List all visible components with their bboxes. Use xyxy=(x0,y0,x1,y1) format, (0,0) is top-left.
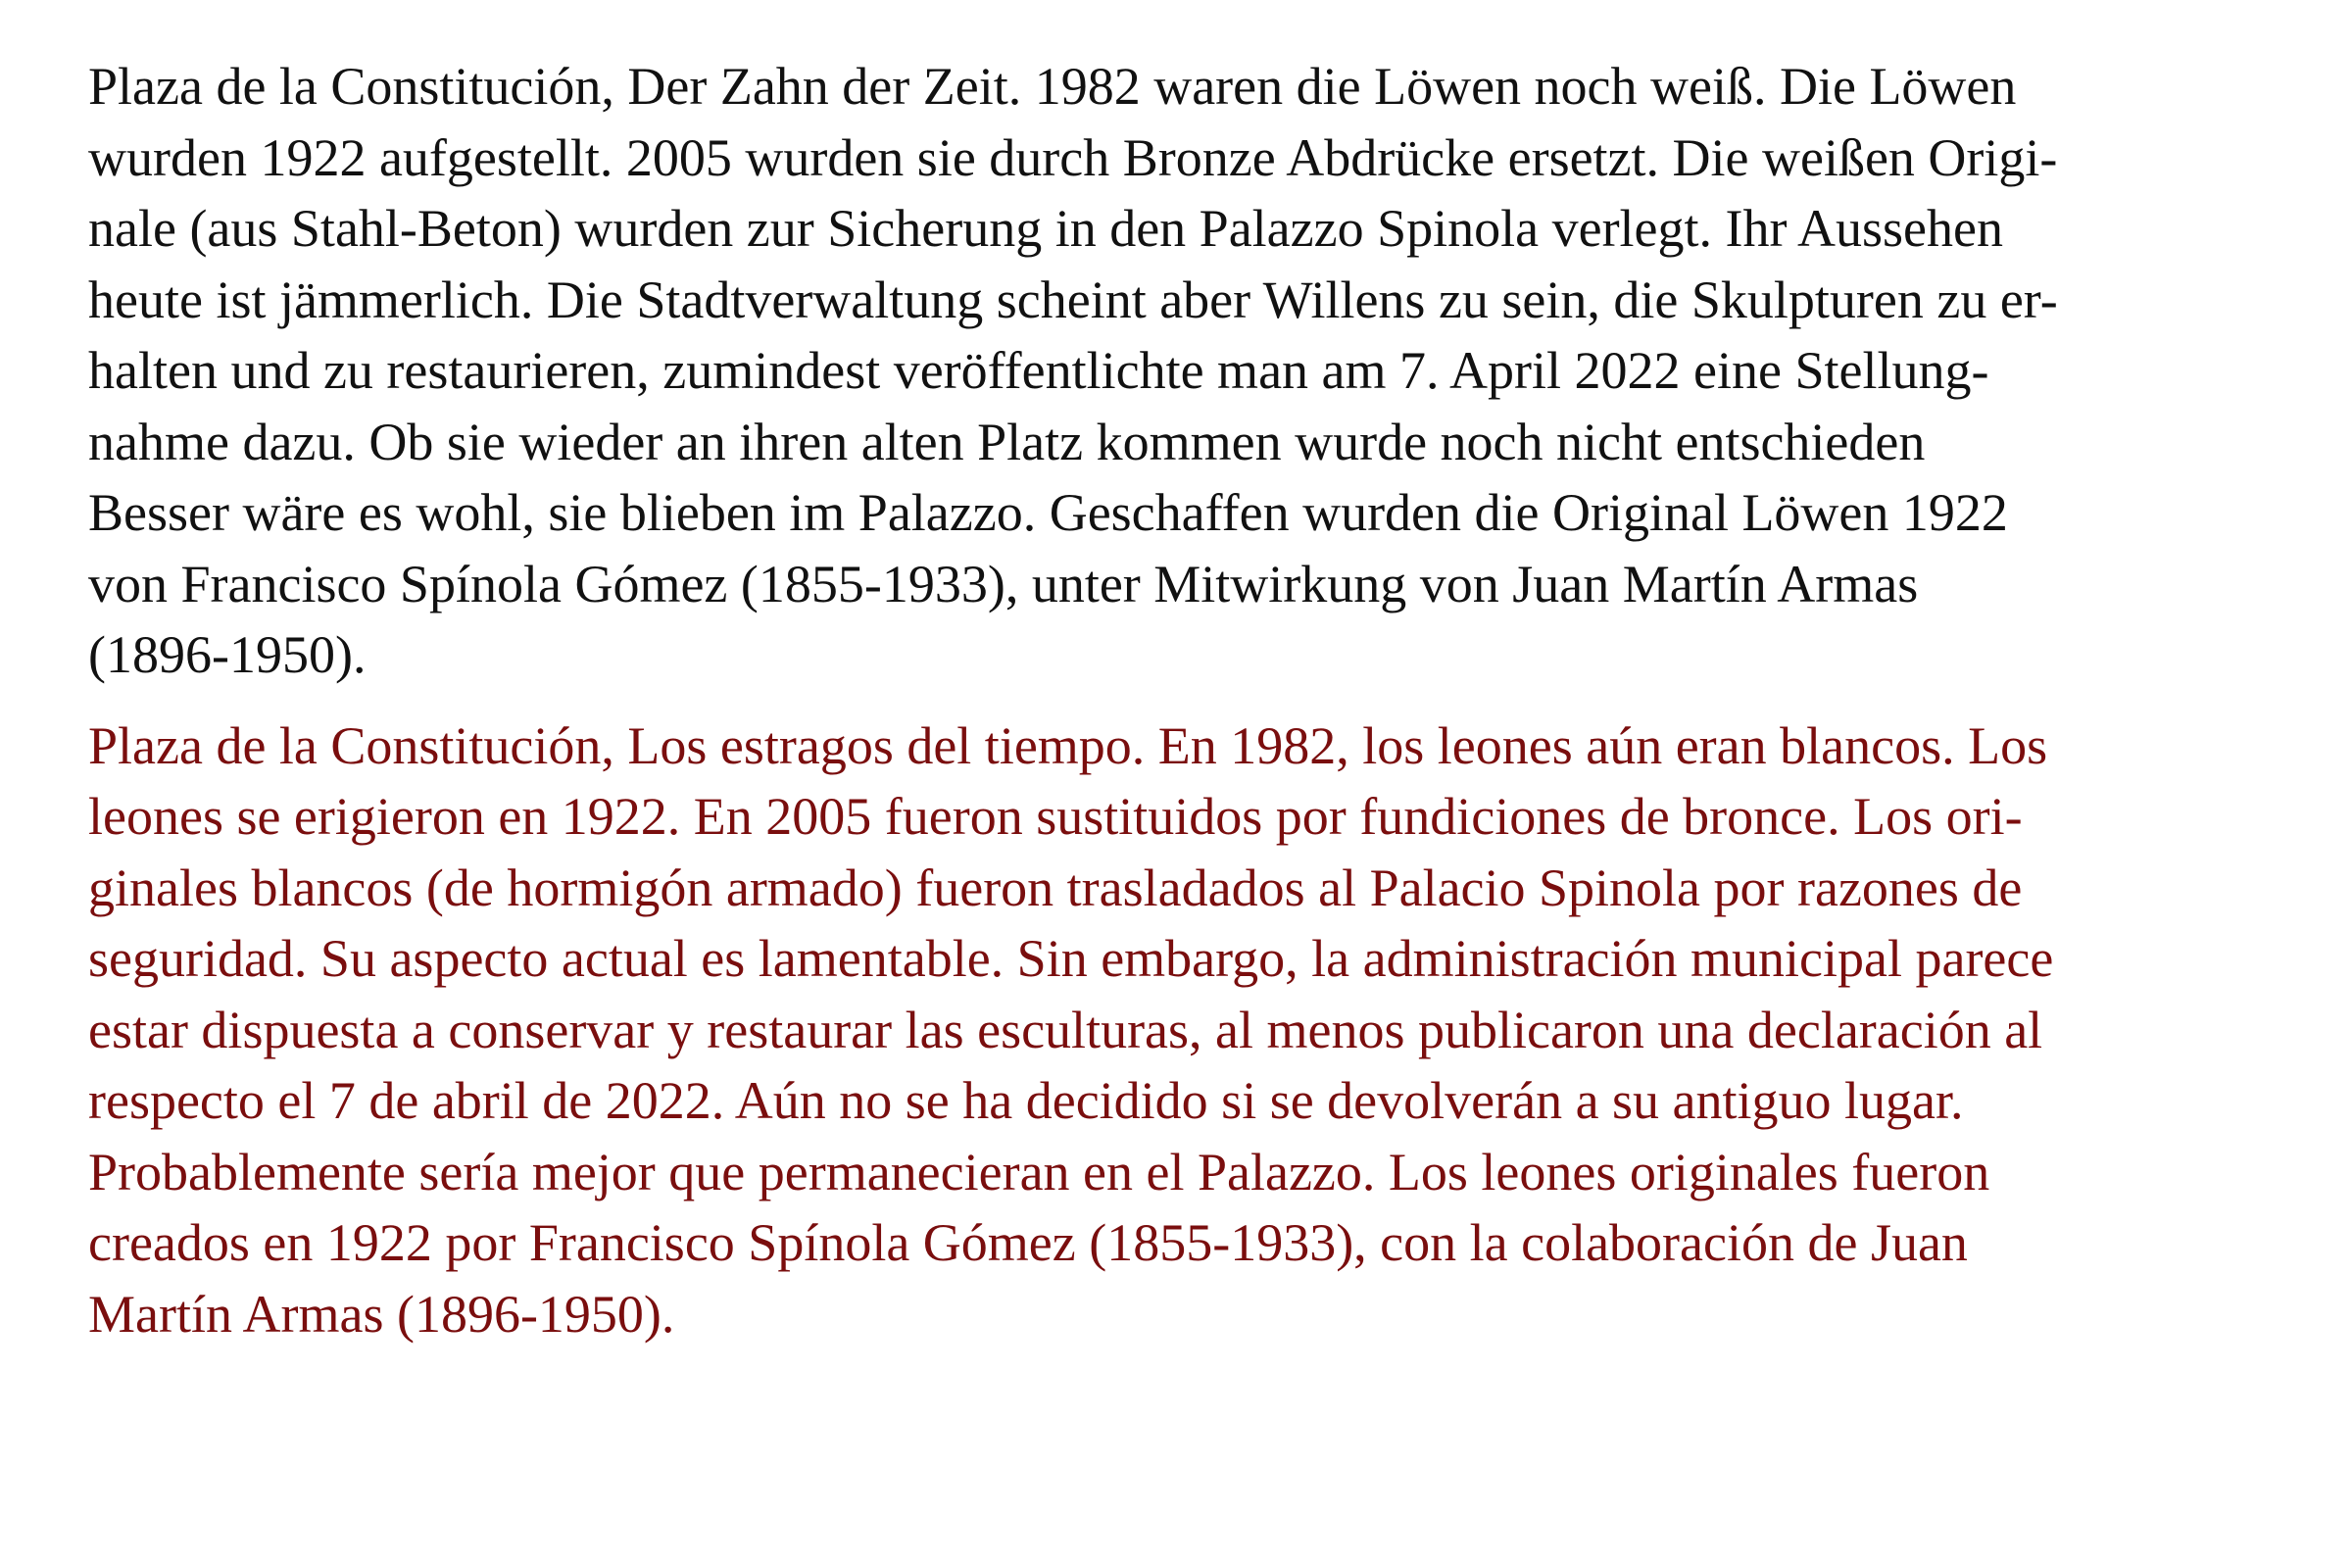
spanish-paragraph xyxy=(88,710,2303,1350)
german-paragraph xyxy=(88,51,2303,691)
text-line: halten und zu restaurieren, zumindest veröffentlichte man am 7. April 2022 eine Stellung- xyxy=(88,341,1989,400)
text-line: Plaza de la Constitución, Los estragos del tiempo. En 1982, los leones aún eran blancos. Los xyxy=(88,715,2048,775)
document-page xyxy=(88,51,2303,1349)
text-line: wurden 1922 aufgestellt. 2005 wurden sie durch Bronze Abdrücke ersetzt. Die weißen Origi- xyxy=(88,127,2058,187)
text-line: Martín Armas (1896-1950). xyxy=(88,1284,675,1344)
text-line: Besser wäre es wohl, sie blieben im Palazzo. Geschaffen wurden die Original Löwen 1922 xyxy=(88,483,2008,542)
text-line: nale (aus Stahl-Beton) wurden zur Sicherung in den Palazzo Spinola verlegt. Ihr Aussehen xyxy=(88,199,2003,258)
text-line: nahme dazu. Ob sie wieder an ihren alten Platz kommen wurde noch nicht entschieden xyxy=(88,412,1926,471)
text-line: seguridad. Su aspecto actual es lamentable. Sin embargo, la administración municipal parece xyxy=(88,929,2054,988)
text-line: (1896-1950). xyxy=(88,625,367,684)
text-line: Probablemente sería mejor que permanecieran en el Palazzo. Los leones originales fueron xyxy=(88,1142,1990,1201)
text-line: leones se erigieron en 1922. En 2005 fueron sustituidos por fundiciones de bronce. Los ori- xyxy=(88,787,2023,846)
text-line: respecto el 7 de abril de 2022. Aún no se ha decidido si se devolverán a su antiguo lugar. xyxy=(88,1071,1964,1130)
text-line: estar dispuesta a conservar y restaurar las esculturas, al menos publicaron una declaración al xyxy=(88,1000,2043,1059)
text-line: von Francisco Spínola Gómez (1855-1933), unter Mitwirkung von Juan Martín Armas xyxy=(88,554,1919,613)
text-line: Plaza de la Constitución, Der Zahn der Zeit. 1982 waren die Löwen noch weiß. Die Löwen xyxy=(88,57,2017,116)
text-line: heute ist jämmerlich. Die Stadtverwaltung scheint aber Willens zu sein, die Skulpturen zu er- xyxy=(88,270,2058,329)
text-line: ginales blancos (de hormigón armado) fueron trasladados al Palacio Spinola por razones de xyxy=(88,858,2023,917)
text-line: creados en 1922 por Francisco Spínola Gómez (1855-1933), con la colaboración de Juan xyxy=(88,1213,1968,1272)
